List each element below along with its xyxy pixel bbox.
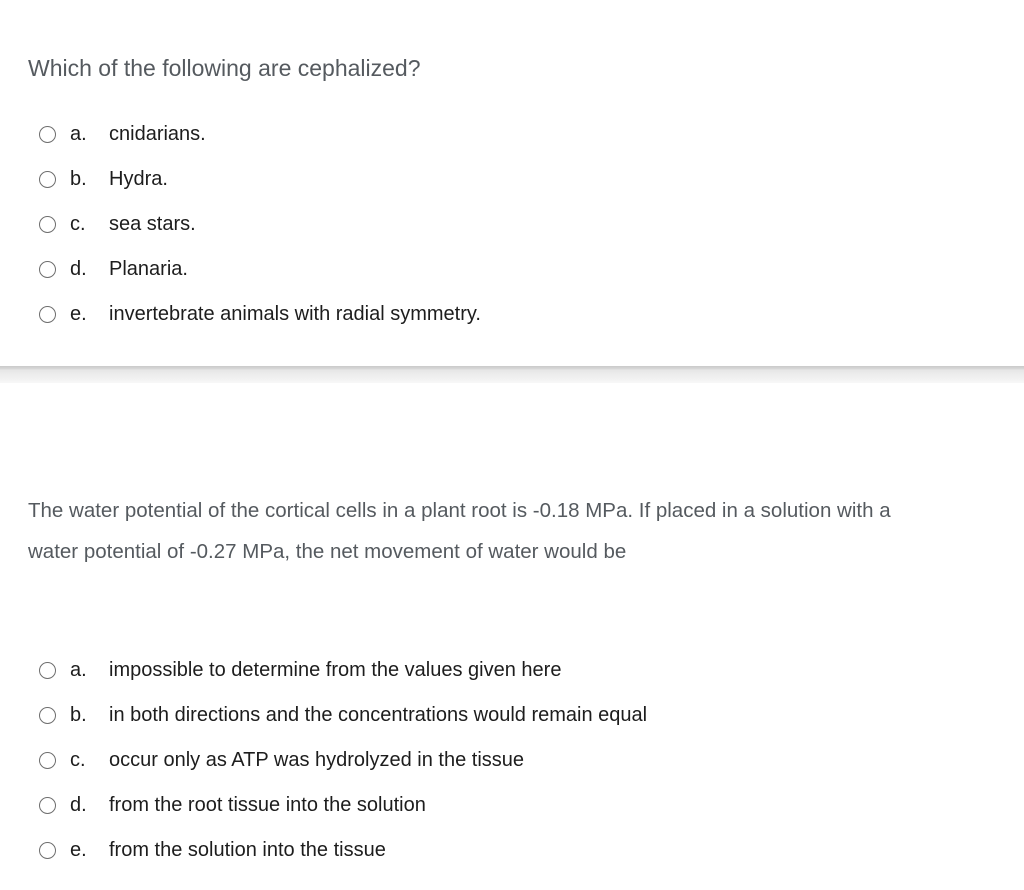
radio-button-icon[interactable] [39,662,56,679]
question-1-option-a[interactable] [39,112,206,157]
option-letter: e. [70,303,87,325]
option-letter: d. [70,794,87,816]
option-text: invertebrate animals with radial symmetry. [109,303,481,325]
radio-button-icon[interactable] [39,216,56,233]
option-text: from the root tissue into the solution [109,794,426,816]
radio-button-icon[interactable] [39,797,56,814]
option-letter: d. [70,258,87,280]
option-letter: b. [70,168,87,190]
radio-button-icon[interactable] [39,171,56,188]
question-2-text-line-2: water potential of -0.27 MPa, the net movement of water would be [28,540,627,563]
question-divider [0,366,1024,383]
question-1-option-e[interactable] [39,292,481,337]
question-1-text: Which of the following are cephalized? [28,55,421,81]
question-2-text [28,490,998,572]
option-letter: e. [70,839,87,861]
question-1-options [39,112,481,337]
question-2-option-b[interactable] [39,693,648,738]
radio-button-icon[interactable] [39,707,56,724]
option-text: Planaria. [109,258,188,280]
option-text: from the solution into the tissue [109,839,386,861]
option-text: in both directions and the concentrations would remain equal [109,704,648,726]
option-text: Hydra. [109,168,168,190]
question-2-option-e[interactable] [39,828,386,873]
option-text: cnidarians. [109,123,206,145]
question-1-panel [0,0,1024,366]
radio-button-icon[interactable] [39,126,56,143]
radio-button-icon[interactable] [39,842,56,859]
question-2-option-d[interactable] [39,783,426,828]
option-text: occur only as ATP was hydrolyzed in the tissue [109,749,525,771]
radio-button-icon[interactable] [39,306,56,323]
option-letter: c. [70,749,86,771]
question-1-option-d[interactable] [39,247,188,292]
question-1-option-c[interactable] [39,202,196,247]
option-letter: b. [70,704,87,726]
question-2-text-line-1: The water potential of the cortical cells in a plant root is -0.18 MPa. If placed in a solution with a [28,499,891,522]
option-letter: a. [70,123,87,145]
question-2-panel [0,383,1024,890]
question-2-option-c[interactable] [39,738,525,783]
radio-button-icon[interactable] [39,261,56,278]
option-text: sea stars. [109,213,196,235]
option-letter: c. [70,213,86,235]
question-1-option-b[interactable] [39,157,168,202]
question-2-option-a[interactable] [39,648,562,693]
radio-button-icon[interactable] [39,752,56,769]
option-text: impossible to determine from the values given here [109,659,562,681]
question-2-options [39,648,648,873]
option-letter: a. [70,659,87,681]
